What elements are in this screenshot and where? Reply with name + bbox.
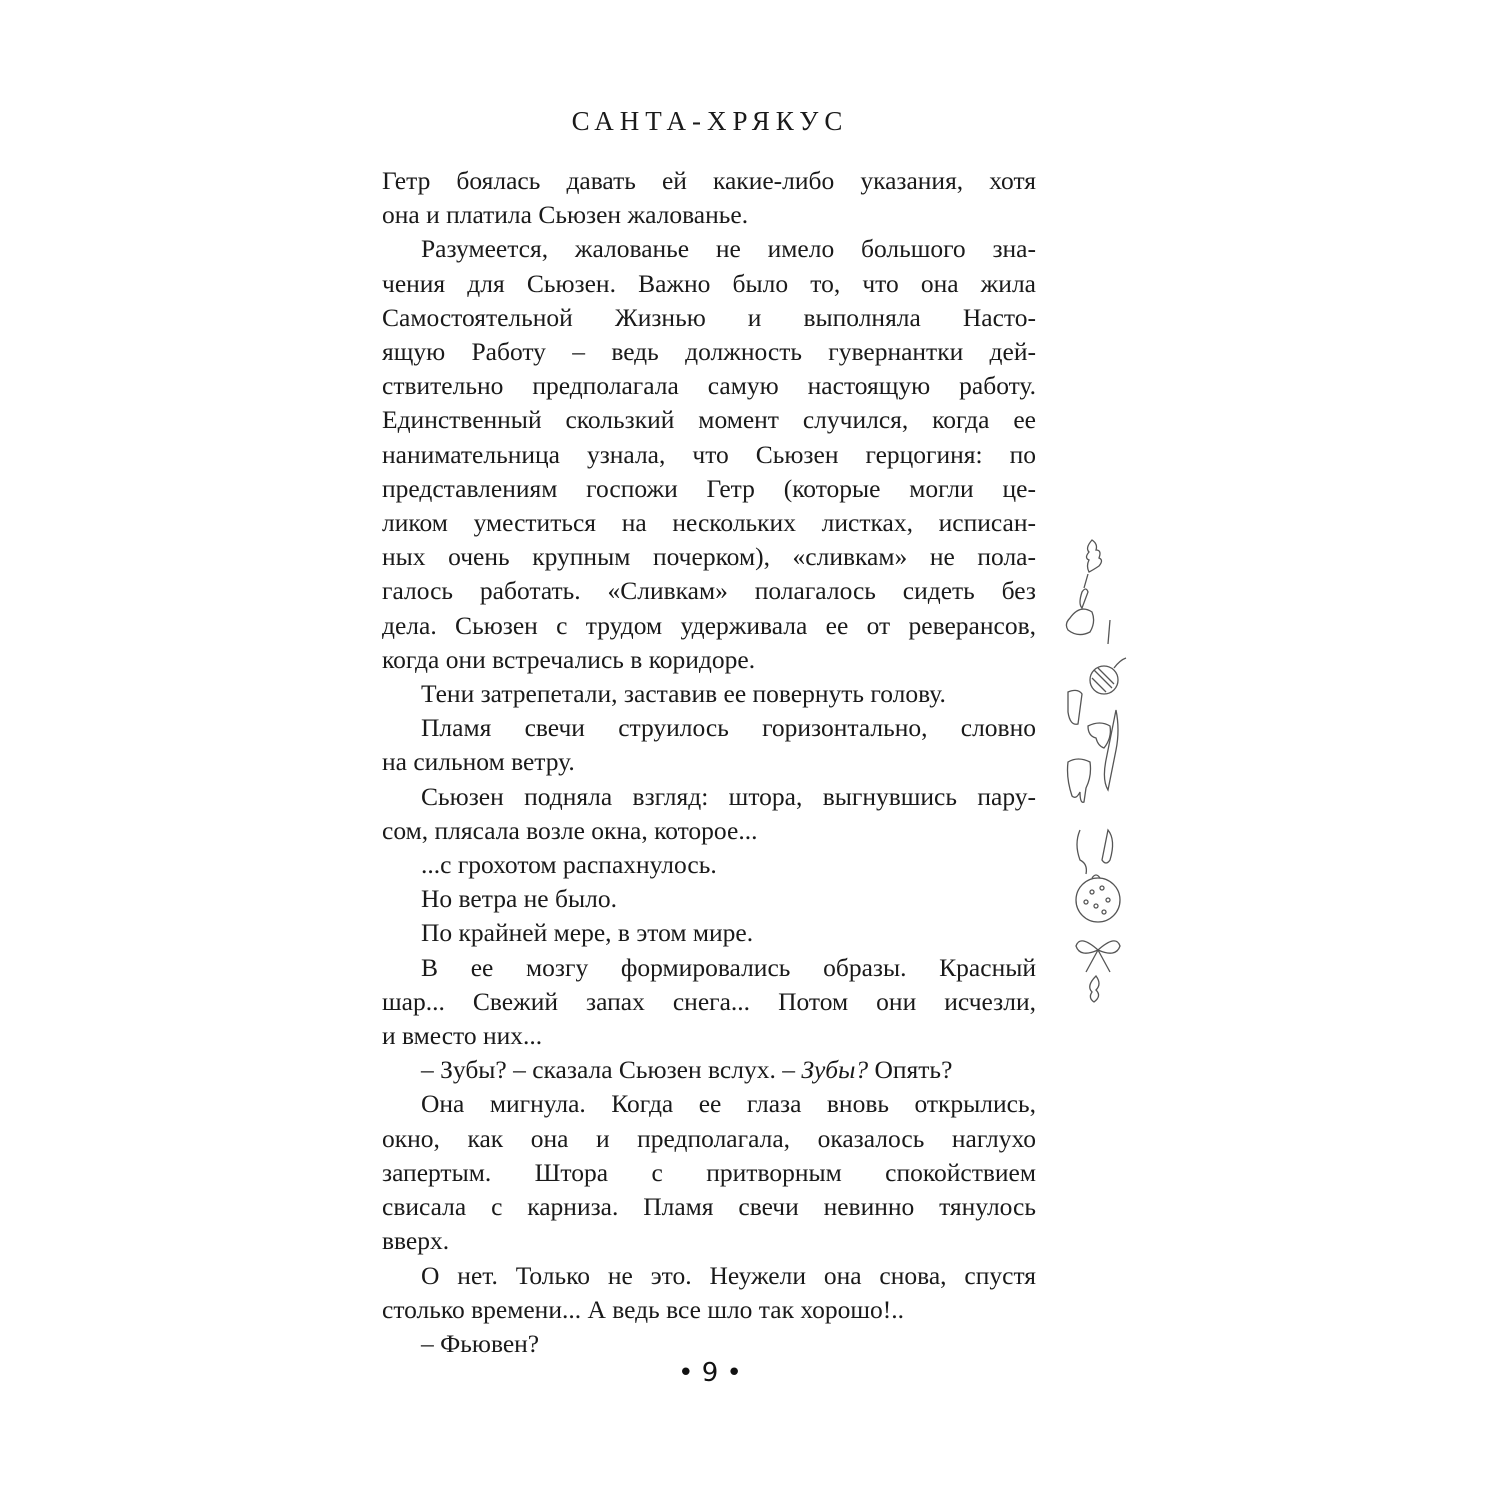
text-line: Сьюзен подняла взгляд: штора, выгнувшись пару- [421, 781, 1036, 811]
text-line: представлениям госпожи Гетр (которые могли це- [382, 473, 1036, 503]
text-line: О нет. Только не это. Неужели она снова, спустя [421, 1260, 1036, 1290]
text-line: В ее мозгу формировались образы. Красный [421, 952, 1036, 982]
page-number: • 9 • [678, 1358, 742, 1388]
text-line: дела. Сьюзен с трудом удерживала ее от реверансов, [382, 610, 1036, 640]
text-line: Единственный скользкий момент случился, когда ее [382, 405, 1036, 435]
text-line [382, 1053, 1036, 1087]
text-line: Пламя свечи струилось горизонтально, словно [421, 713, 1036, 743]
text-line: Она мигнула. Когда ее глаза вновь открылись, [421, 1089, 1036, 1119]
text-line: вверх. [382, 1226, 450, 1256]
ornament-decoration-icon [1052, 530, 1132, 1010]
text-line: ликом уместиться на нескольких листках, исписан- [382, 508, 1036, 538]
dialogue-text: Опять? [868, 1055, 953, 1085]
text-line: свисала с карниза. Пламя свечи невинно тянулось [382, 1192, 1036, 1222]
italic-emphasis: Зубы? [801, 1055, 869, 1085]
text-line: Разумеется, жалованье не имело большого зна- [421, 234, 1036, 264]
text-line: – Фьювен? [421, 1328, 540, 1358]
text-line: ных очень крупным почерком), «сливкам» не пола- [382, 542, 1036, 572]
text-line: ...с грохотом распахнулось. [421, 850, 717, 880]
dialogue-text: – Зубы? – сказала Сьюзен вслух. – [421, 1055, 802, 1085]
text-line: и вместо них... [382, 1021, 543, 1051]
text-line: Но ветра не было. [421, 884, 617, 914]
text-line: запертым. Штора с притворным спокойствием [382, 1157, 1036, 1187]
running-head: САНТА-ХРЯКУС [571, 106, 849, 136]
text-line: нанимательница узнала, что Сьюзен герцогиня: по [382, 439, 1036, 469]
text-line: ящую Работу – ведь должность гувернантки дей- [382, 337, 1036, 367]
text-line: столько времени... А ведь все шло так хорошо!.. [382, 1294, 905, 1324]
text-line: окно, как она и предполагала, оказалось наглухо [382, 1123, 1036, 1153]
text-line: галось работать. «Сливкам» полагалось сидеть без [382, 576, 1036, 606]
text-line: сом, плясала возле окна, которое... [382, 815, 758, 845]
text-line: Самостоятельной Жизнью и выполняла Насто- [382, 302, 1036, 332]
body-text [382, 164, 1036, 1361]
text-line: чения для Сьюзен. Важно было то, что она жила [382, 268, 1036, 298]
text-line: на сильном ветру. [382, 747, 575, 777]
text-line: По крайней мере, в этом мире. [421, 918, 754, 948]
text-line: Тени затрепетали, заставив ее повернуть голову. [421, 679, 946, 709]
text-line: когда они встречались в коридоре. [382, 644, 756, 674]
text-line: Гетр боялась давать ей какие-либо указания, хотя [382, 166, 1036, 195]
text-line: шар... Свежий запах снега... Потом они исчезли, [382, 986, 1036, 1016]
text-line: она и платила Сьюзен жалованье. [382, 200, 749, 230]
text-line: ствительно предполагала самую настоящую работу. [382, 371, 1036, 401]
